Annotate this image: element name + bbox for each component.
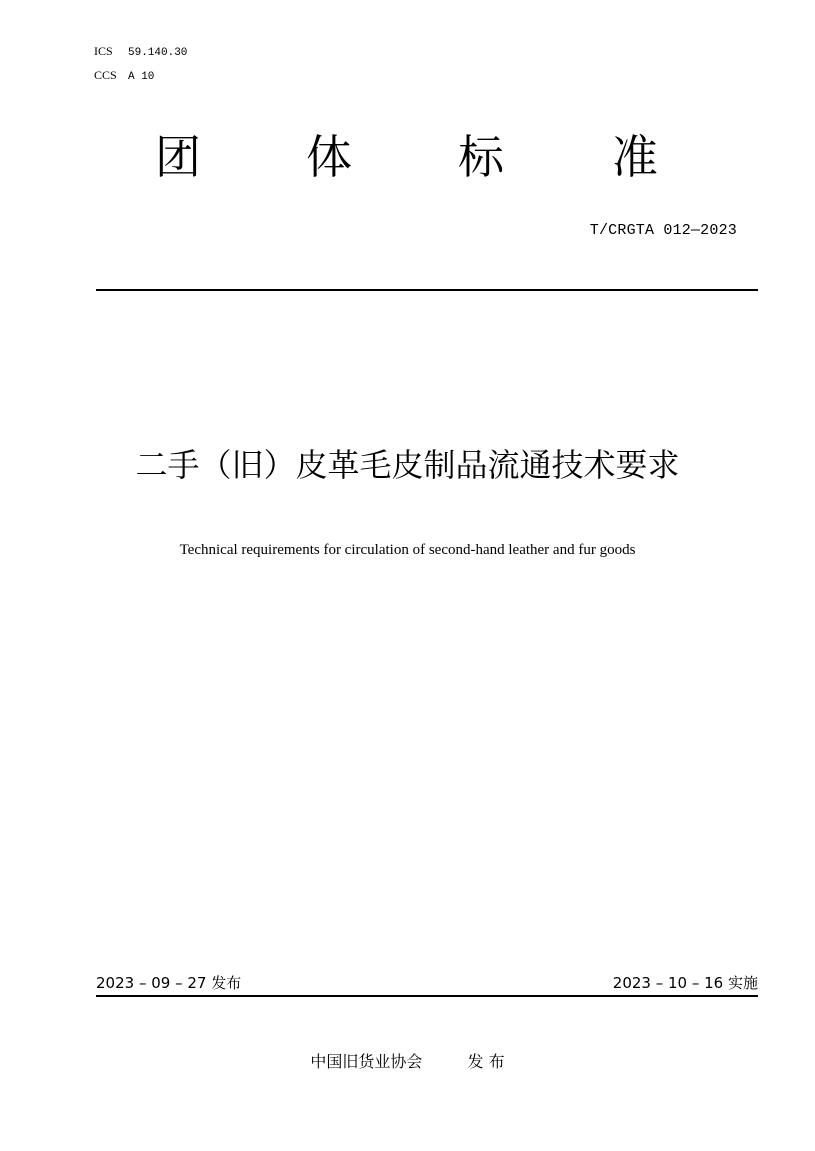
publisher-line xyxy=(0,1050,815,1074)
ccs-label: CCS xyxy=(94,68,117,82)
ics-code-line xyxy=(94,40,187,64)
implementation-date: 2023 – 10 – 16 实施 xyxy=(612,974,758,992)
english-title: Technical requirements for circulation of second-hand leather and fur goods xyxy=(179,542,636,558)
top-divider xyxy=(96,289,758,291)
ccs-code-line xyxy=(94,64,187,88)
ics-label: ICS xyxy=(94,44,113,58)
standard-type-char-4: 准 xyxy=(612,130,658,184)
standard-type-heading xyxy=(0,127,815,187)
date-row xyxy=(96,971,758,995)
standard-number: T/CRGTA 012—2023 xyxy=(589,222,737,239)
standard-type-char-3: 标 xyxy=(458,130,504,184)
ccs-value: A 10 xyxy=(128,71,155,83)
standard-type-char-1: 团 xyxy=(155,130,201,184)
release-date: 2023 – 09 – 27 发布 xyxy=(96,974,242,992)
chinese-title: 二手（旧）皮革毛皮制品流通技术要求 xyxy=(135,446,680,484)
publisher-organization: 中国旧货业协会 xyxy=(310,1052,423,1071)
classification-codes xyxy=(94,40,187,88)
bottom-divider xyxy=(96,995,758,997)
publisher-action: 发 布 xyxy=(467,1052,505,1071)
ics-value: 59.140.30 xyxy=(128,47,188,59)
standard-type-char-2: 体 xyxy=(306,130,352,184)
